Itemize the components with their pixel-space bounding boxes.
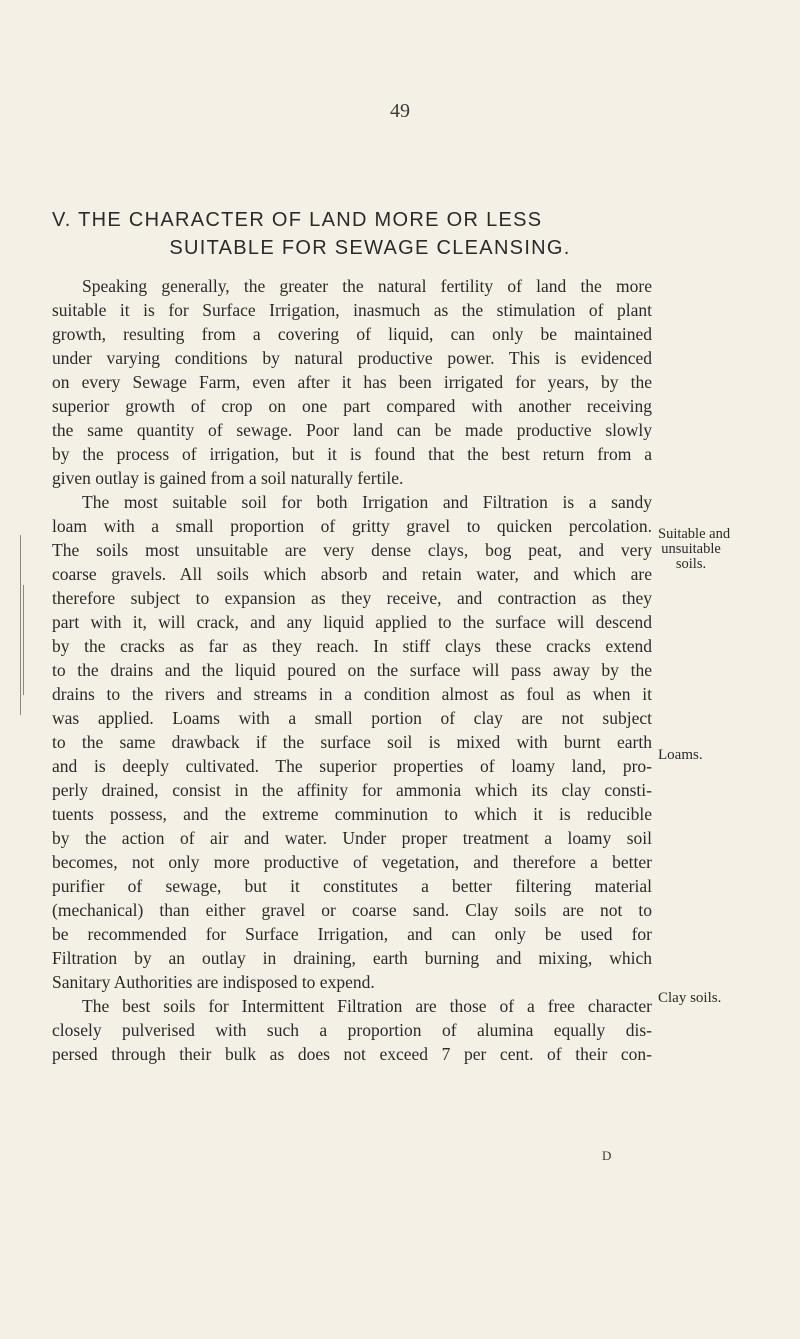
- section-heading-line-1: V. THE CHARACTER OF LAND MORE OR LESS: [52, 209, 543, 231]
- text-line: to the same drawback if the surface soil is mixed with burnt earth: [52, 732, 652, 752]
- text-line: Filtration by an outlay in draining, earth burning and mixing, which: [52, 948, 652, 968]
- text-line: be recommended for Surface Irrigation, and can only be used for: [52, 924, 652, 944]
- text-line: to the drains and the liquid poured on the surface will pass away by the: [52, 660, 652, 680]
- text-line: therefore subject to expansion as they receive, and contraction as they: [52, 588, 652, 608]
- text-line: persed through their bulk as does not exceed 7 per cent. of their con-: [52, 1044, 652, 1064]
- margin-note-line: soils.: [675, 556, 707, 572]
- margin-note-suitable-soils: [658, 527, 730, 572]
- text-line: becomes, not only more productive of vegetation, and therefore a better: [52, 852, 652, 872]
- text-line: was applied. Loams with a small portion of clay are not subject: [52, 708, 652, 728]
- text-line: growth, resulting from a covering of liquid, can only be maintained: [52, 324, 652, 344]
- text-line: The soils most unsuitable are very dense clays, bog peat, and very: [52, 540, 652, 560]
- text-line: The most suitable soil for both Irrigation and Filtration is a sandy: [82, 492, 652, 512]
- text-line: part with it, will crack, and any liquid applied to the surface will descend: [52, 612, 652, 632]
- text-line: perly drained, consist in the affinity for ammonia which its clay consti-: [52, 780, 652, 800]
- text-line: by the process of irrigation, but it is found that the best return from a: [52, 444, 652, 464]
- text-line: (mechanical) than either gravel or coarse sand. Clay soils are not to: [52, 900, 652, 920]
- text-line: given outlay is gained from a soil naturally fertile.: [52, 468, 404, 488]
- text-line: under varying conditions by natural productive power. This is evidenced: [52, 348, 652, 368]
- text-line: coarse gravels. All soils which absorb and retain water, and which are: [52, 564, 652, 584]
- text-line: closely pulverised with such a proportion of alumina equally dis-: [52, 1020, 652, 1040]
- text-line: by the cracks as far as they reach. In stiff clays these cracks extend: [52, 636, 652, 656]
- text-line: The best soils for Intermittent Filtration are those of a free character: [82, 996, 652, 1016]
- text-line: superior growth of crop on one part compared with another receiving: [52, 396, 652, 416]
- section-heading: [50, 206, 690, 262]
- page-number: 49: [390, 100, 410, 122]
- text-line: the same quantity of sewage. Poor land can be made productive slowly: [52, 420, 652, 440]
- text-line: Sanitary Authorities are indisposed to expend.: [52, 972, 375, 992]
- text-line: by the action of air and water. Under proper treatment a loamy soil: [52, 828, 652, 848]
- text-line: purifier of sewage, but it constitutes a better filtering material: [52, 876, 652, 896]
- margin-note-loams: Loams.: [658, 747, 703, 763]
- text-line: suitable it is for Surface Irrigation, inasmuch as the stimulation of plant: [52, 300, 652, 320]
- text-line: tuents possess, and the extreme comminution to which it is reducible: [52, 804, 652, 824]
- margin-note-clay-soils: Clay soils.: [658, 990, 722, 1006]
- text-line: Speaking generally, the greater the natural fertility of land the more: [82, 276, 652, 296]
- text-line: loam with a small proportion of gritty gravel to quicken percolation.: [52, 516, 652, 536]
- text-line: drains to the rivers and streams in a condition almost as foul as when it: [52, 684, 652, 704]
- body-text: [52, 274, 652, 1066]
- binding-shadow: [20, 535, 21, 715]
- text-line: on every Sewage Farm, even after it has been irrigated for years, by the: [52, 372, 652, 392]
- signature-mark: D: [602, 1148, 612, 1163]
- section-heading-line-2: SUITABLE FOR SEWAGE CLEANSING.: [169, 237, 571, 259]
- margin-note-line: unsuitable: [661, 541, 721, 557]
- text-line: and is deeply cultivated. The superior properties of loamy land, pro-: [52, 756, 652, 776]
- margin-note-line: Suitable and: [658, 526, 731, 542]
- binding-shadow: [23, 585, 24, 695]
